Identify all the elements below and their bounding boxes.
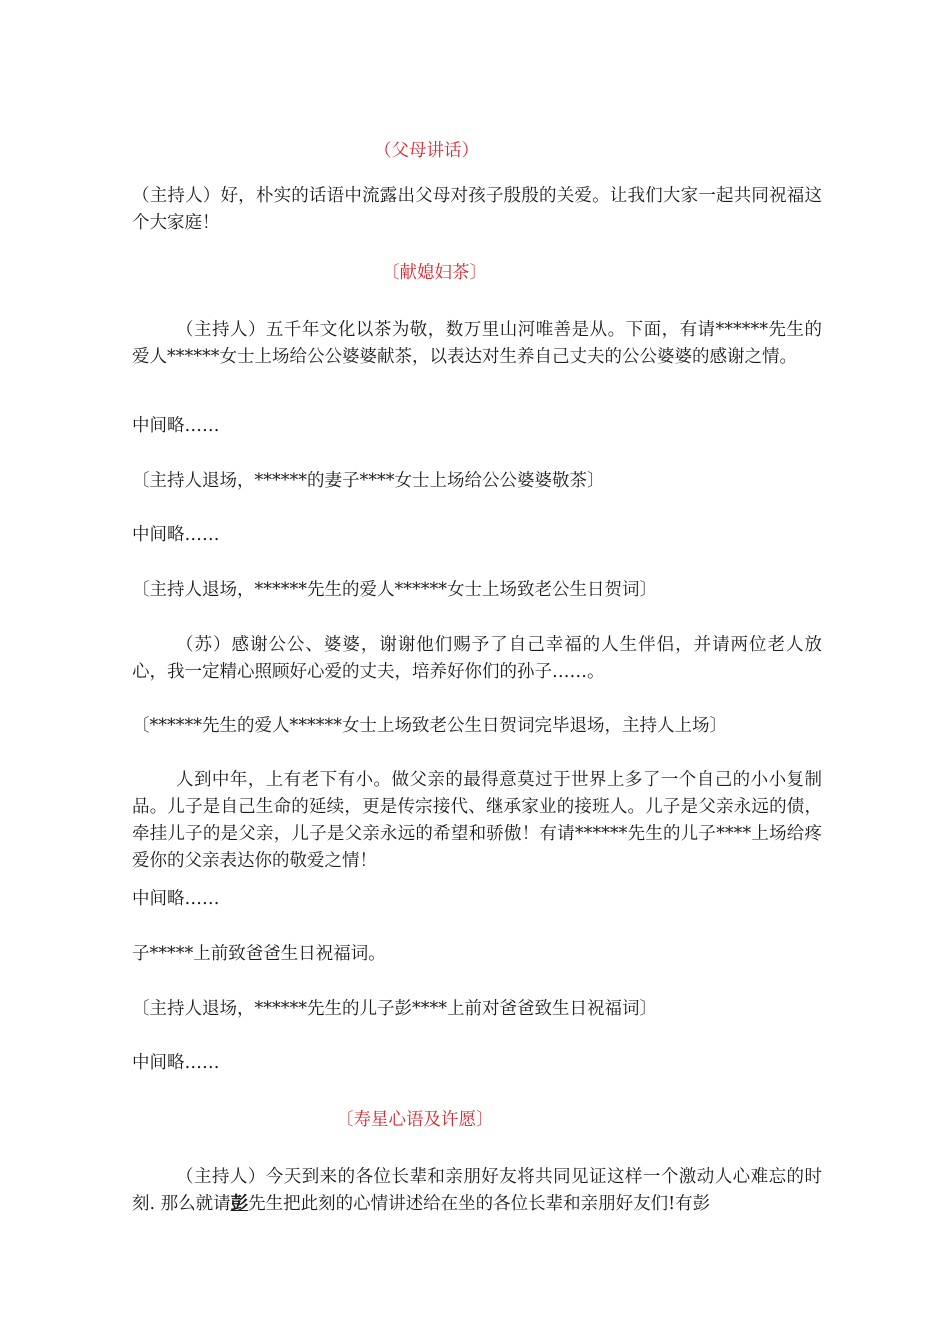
paragraph-su: （苏）感谢公公、婆婆，谢谢他们赐予了自己幸福的人生伴侣，并请两位老人放心，我一定精心照顾好心爱的丈夫，培养好你们的孙子……。: [132, 635, 822, 682]
paragraph-midlife: 人到中年，上有老下有小。做父亲的最得意莫过于世界上多了一个自己的小小复制品。儿子是自己生命的延续，更是传宗接代、继承家业的接班人。儿子是父亲永远的债，牵挂儿子的是父亲，儿子是父亲永远的希望和骄傲！有请******先生的儿子****上场给疼爱你的父亲表达你的敬爱之情！: [132, 770, 822, 871]
stage-direction-2: 〔主持人退场，******先生的爱人******女士上场致老公生日贺词〕: [132, 580, 657, 600]
paragraph-tea: （主持人）五千年文化以茶为敬，数万里山河唯善是从。下面，有请******先生的爱人******女士上场给公公婆婆献茶，以表达对生养自己丈夫的公公婆婆的感谢之情。: [132, 320, 822, 367]
omitted-text-2: 中间略……: [132, 525, 220, 545]
stage-direction-1: 〔主持人退场，******的妻子****女士上场给公公婆婆敬茶〕: [132, 471, 605, 491]
stage-direction-3: 〔******先生的爱人******女士上场致老公生日贺词完毕退场，主持人上场〕: [132, 716, 727, 736]
son-greeting-line: 子*****上前致爸爸生日祝福词。: [132, 944, 386, 964]
heading-daughter-in-law-tea: 〔献媳妇茶〕: [382, 263, 487, 283]
paragraph-wish-name: 彭: [230, 1194, 249, 1214]
omitted-text-4: 中间略……: [132, 1053, 220, 1073]
stage-direction-4: 〔主持人退场，******先生的儿子彭****上前对爸爸致生日祝福词〕: [132, 999, 657, 1019]
paragraph-wish-part2: 先生把此刻的心情讲述给在坐的各位长辈和亲朋好友们!有彭: [248, 1194, 711, 1214]
paragraph-wish: [132, 1164, 822, 1218]
omitted-text-3: 中间略……: [132, 889, 220, 909]
heading-birthday-wish: 〔寿星心语及许愿〕: [336, 1110, 494, 1130]
paragraph-wish-part1: （主持人）今天到来的各位长辈和亲朋好友将共同见证这样一个激动人心难忘的时刻. 那么就请: [132, 1167, 822, 1214]
heading-parents-speech: （父母讲话）: [374, 141, 479, 161]
omitted-text-1: 中间略……: [132, 416, 220, 436]
paragraph-parents: （主持人）好，朴实的话语中流露出父母对孩子殷殷的关爱。让我们大家一起共同祝福这个大家庭！: [132, 186, 822, 233]
